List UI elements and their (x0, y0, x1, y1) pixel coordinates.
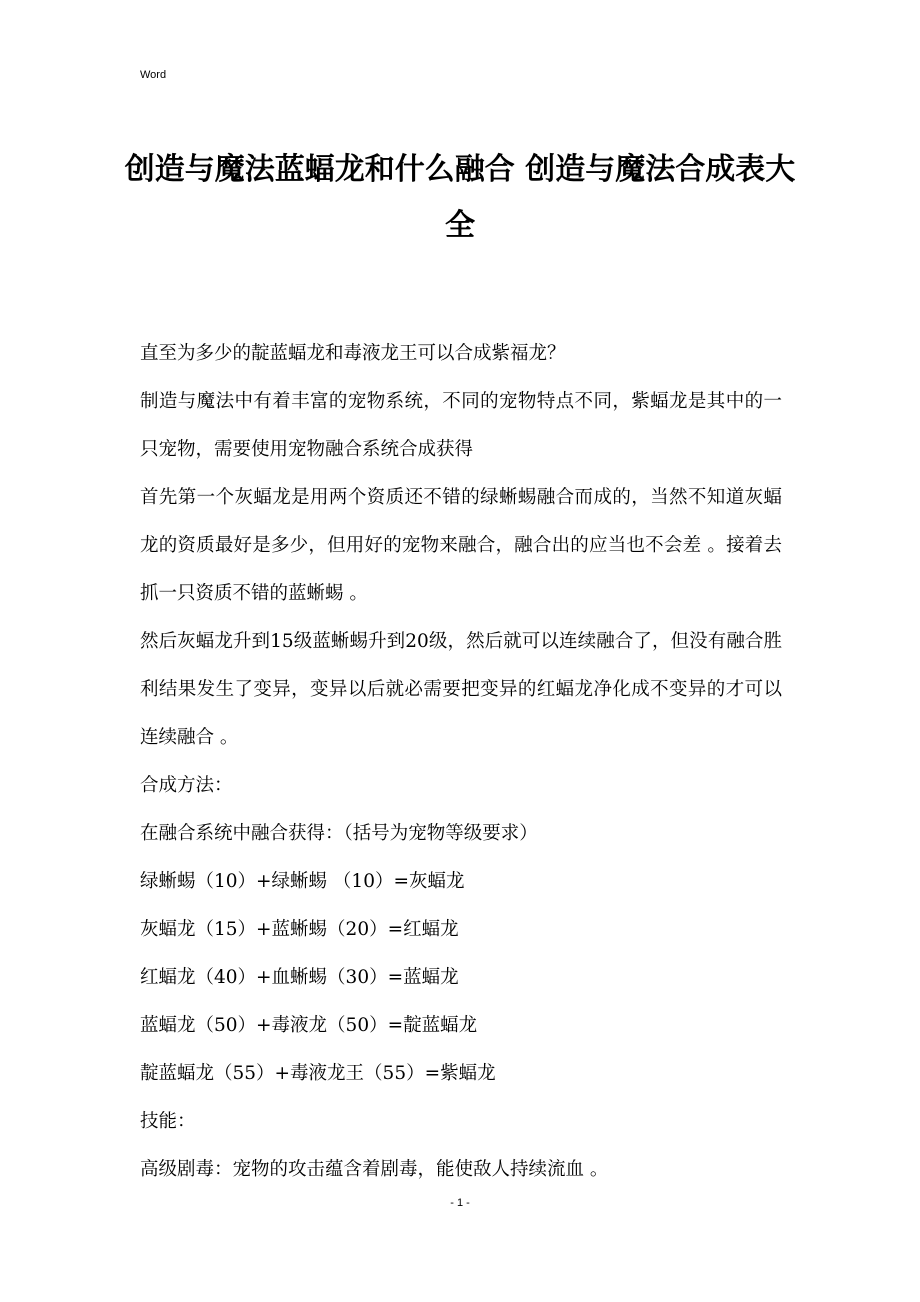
recipe-line: 靛蓝蝠龙（55）+毒液龙王（55）=紫蝠龙 (140, 1063, 496, 1084)
paragraph: 首先第一个灰蝠龙是用两个资质还不错的绿蜥蜴融合而成的，当然不知道灰蝠龙的资质最好是多少，但用好的宠物来融合，融合出的应当也不会差 。接着去抓一只资质不错的蓝蜥蜴 。 (140, 487, 782, 604)
paragraph: 合成方法： (140, 775, 233, 796)
paragraph: 制造与魔法中有着丰富的宠物系统，不同的宠物特点不同，紫蝠龙是其中的一只宠物，需要使用宠物融合系统合成获得 (140, 391, 782, 460)
document-title: 创造与魔法蓝蝠龙和什么融合 创造与魔法合成表大全 (124, 152, 796, 243)
page-header-label: Word (140, 69, 167, 81)
paragraph: 直至为多少的靛蓝蝠龙和毒液龙王可以合成紫福龙？ (140, 343, 566, 364)
recipe-line: 灰蝠龙（15）+蓝蜥蜴（20）=红蝠龙 (140, 919, 459, 940)
document-body (140, 330, 782, 1194)
recipe-line: 蓝蝠龙（50）+毒液龙（50）=靛蓝蝠龙 (140, 1015, 478, 1036)
paragraph: 在融合系统中融合获得：（括号为宠物等级要求） (140, 823, 538, 844)
paragraph: 然后灰蝠龙升到15级蓝蜥蜴升到20级，然后就可以连续融合了，但没有融合胜利结果发生了变异，变异以后就必需要把变异的红蝠龙净化成不变异的才可以连续融合 。 (140, 631, 782, 748)
page-number: - 1 - (450, 1197, 470, 1209)
recipe-line: 红蝠龙（40）+血蜥蜴（30）=蓝蝠龙 (140, 967, 459, 988)
recipe-line: 绿蜥蜴（10）+绿蜥蜴 （10）=灰蝠龙 (140, 871, 465, 892)
paragraph: 高级剧毒：宠物的攻击蕴含着剧毒，能使敌人持续流血 。 (140, 1159, 609, 1180)
paragraph: 技能： (140, 1111, 196, 1132)
